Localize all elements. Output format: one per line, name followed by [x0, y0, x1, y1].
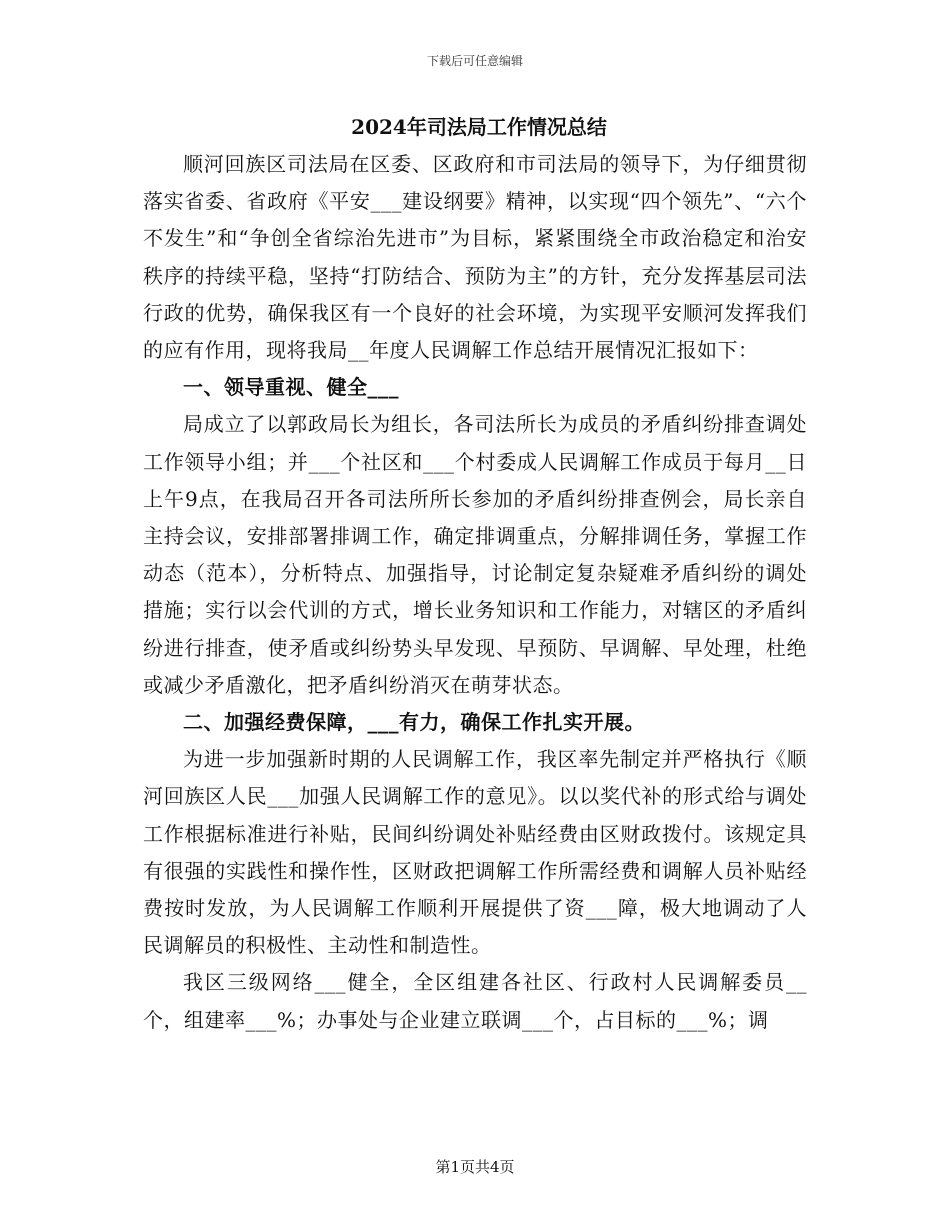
- header-note: 下载后可任意编辑: [426, 54, 523, 68]
- paragraph-network: 我区三级网络___健全，全区组建各社区、行政村人民调解委员__个，组建率___%；办事处与企业建立联调___个，占目标的___%；调: [143, 970, 807, 1032]
- paragraph-section-2: 为进一步加强新时期的人民调解工作，我区率先制定并严格执行《顺河回族区人民___加强人民调解工作的意见》。以以奖代补的形式给与调处工作根据标准进行补贴，民间纠纷调处补贴经费由区财政拨付。该规定具有很强的实践性和操作性，区财政把调解工作所需经费和调解人员补贴经费按时发放，为人民调解工作顺利开展提供了资___障，极大地调动了人民调解员的积极性、主动性和制造性。: [143, 747, 807, 958]
- page-number: 第1页共4页: [435, 1158, 515, 1176]
- paragraph-section-1: 局成立了以郭政局长为组长，各司法所长为成员的矛盾纠纷排查调处工作领导小组；并___个社区和___个村委成人民调解工作成员于每月__日上午9点，在我局召开各司法所所长参加的矛盾纠纷排查例会，局长亲自主持会议，安排部署排调工作，确定排调重点，分解排调任务，掌握工作动态（范本），分析特点、加强指导，讨论制定复杂疑难矛盾纠纷的调处措施；实行以会代训的方式，增长业务知识和工作能力，对辖区的矛盾纠纷进行排查，使矛盾或纠纷势头早发现、早预防、早调解、早处理，杜绝或减少矛盾激化，把矛盾纠纷消灭在萌芽状态。: [143, 412, 807, 697]
- document-title: 2024年司法局工作情况总结: [351, 115, 607, 139]
- section-heading-2: 二、加强经费保障，___有力，确保工作扎实开展。: [183, 710, 645, 735]
- section-heading-1: 一、领导重视、健全___: [183, 375, 399, 400]
- paragraph-intro: 顺河回族区司法局在区委、区政府和市司法局的领导下，为仔细贯彻落实省委、省政府《平安___建设纲要》精神，以实现“四个领先”、“六个不发生”和“争创全省综治先进市”为目标，紧紧围绕全市政治稳定和治安秩序的持续平稳，坚持“打防结合、预防为主”的方针，充分发挥基层司法行政的优势，确保我区有一个良好的社会环境，为实现平安顺河发挥我们的应有作用，现将我局__年度人民调解工作总结开展情况汇报如下：: [143, 152, 807, 363]
- document-body: [143, 112, 807, 1039]
